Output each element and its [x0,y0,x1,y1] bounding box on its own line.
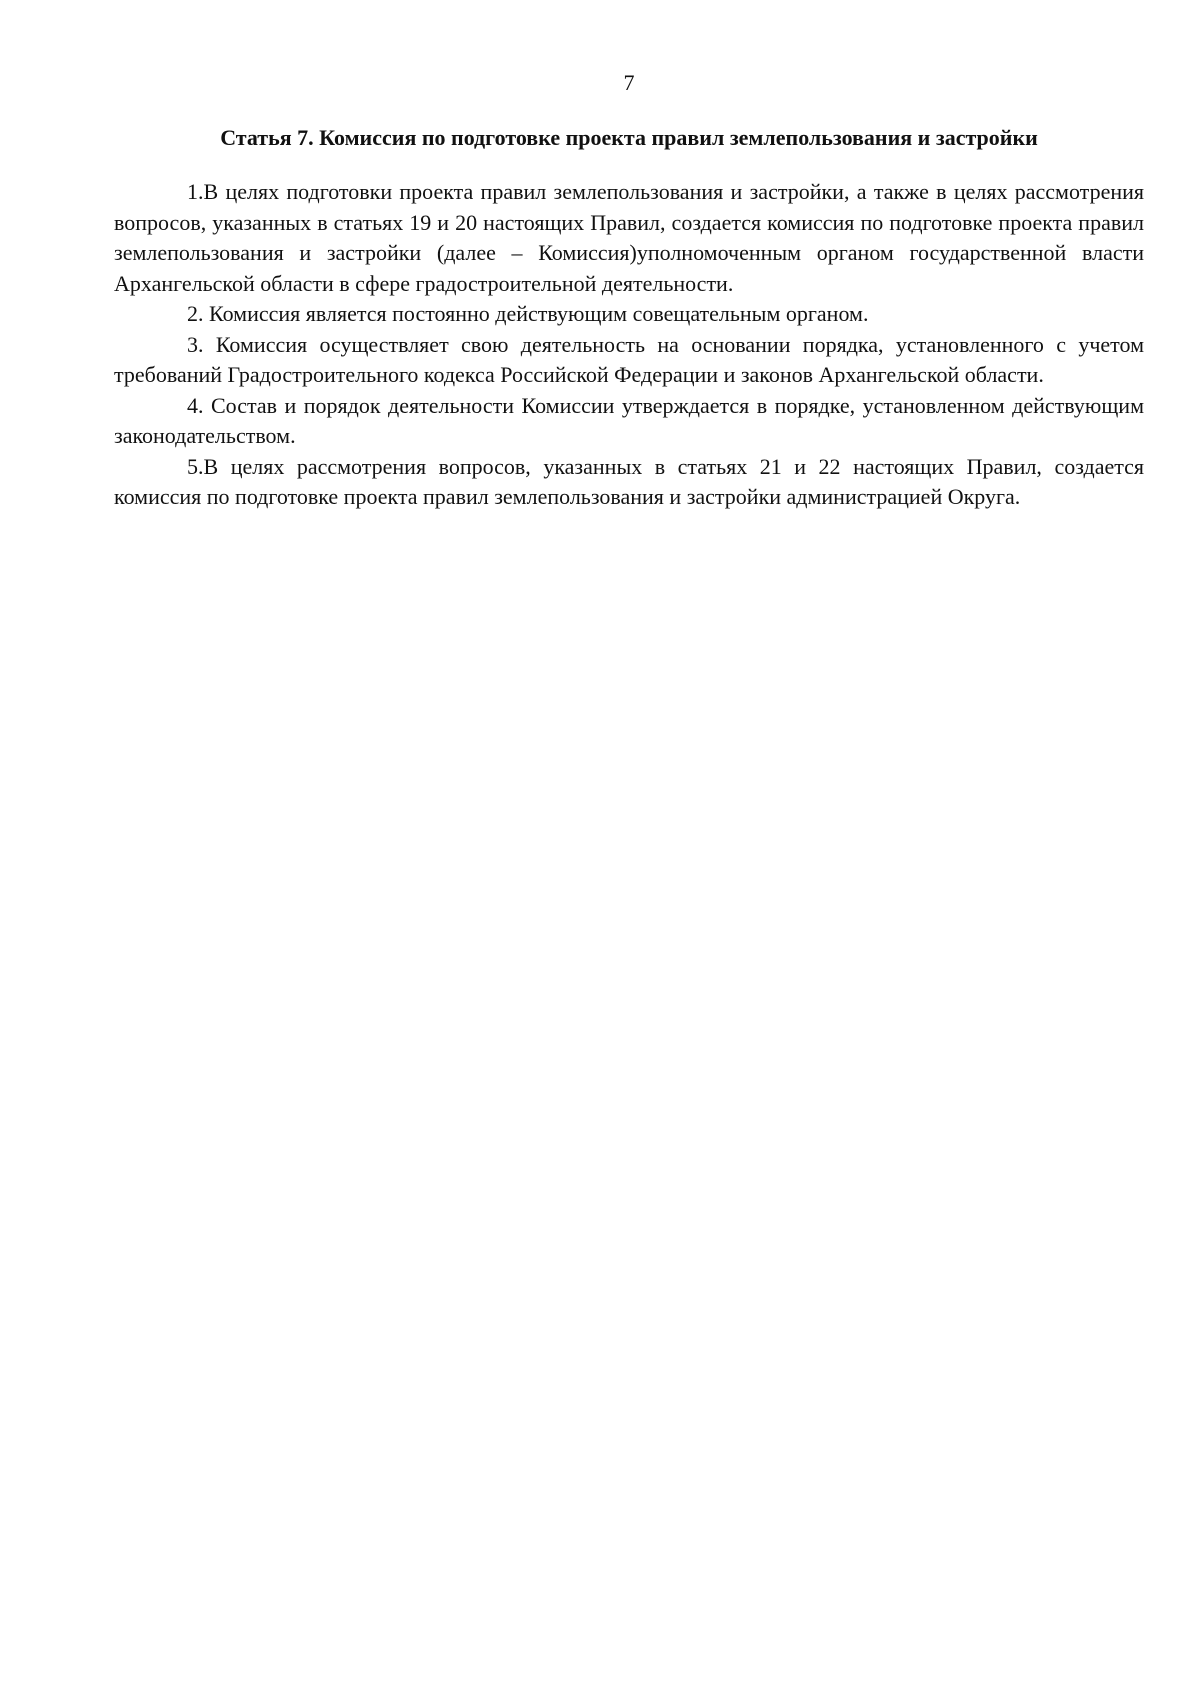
paragraph-4: 4. Состав и порядок деятельности Комиссии утверждается в порядке, установленном действующим законодательством. [114,392,1144,448]
article-body [114,177,1144,513]
paragraph-3: 3. Комиссия осуществляет свою деятельность на основании порядка, установленного с учетом требований Градостроительного кодекса Российской Федерации и законов Архангельской области. [114,331,1144,387]
paragraph-2: 2. Комиссия является постоянно действующим совещательным органом. [187,301,869,326]
article-title: Статья 7. Комиссия по подготовке проекта правил землепользования и застройки [220,125,1038,150]
paragraph-5: 5.В целях рассмотрения вопросов, указанных в статьях 21 и 22 настоящих Правил, создается комиссия по подготовке проекта правил землепользования и застройки администрацией Округа. [114,453,1144,509]
page-number: 7 [623,70,635,95]
paragraph-1: 1.В целях подготовки проекта правил землепользования и застройки, а также в целях рассмотрения вопросов, указанных в статьях 19 и 20 настоящих Правил, создается комиссия по подготовке проекта правил землепользования и застройки (далее – Комиссия)уполномоченным органом государственной власти Архангельской области в сфере градостроительной деятельности. [114,179,1144,296]
